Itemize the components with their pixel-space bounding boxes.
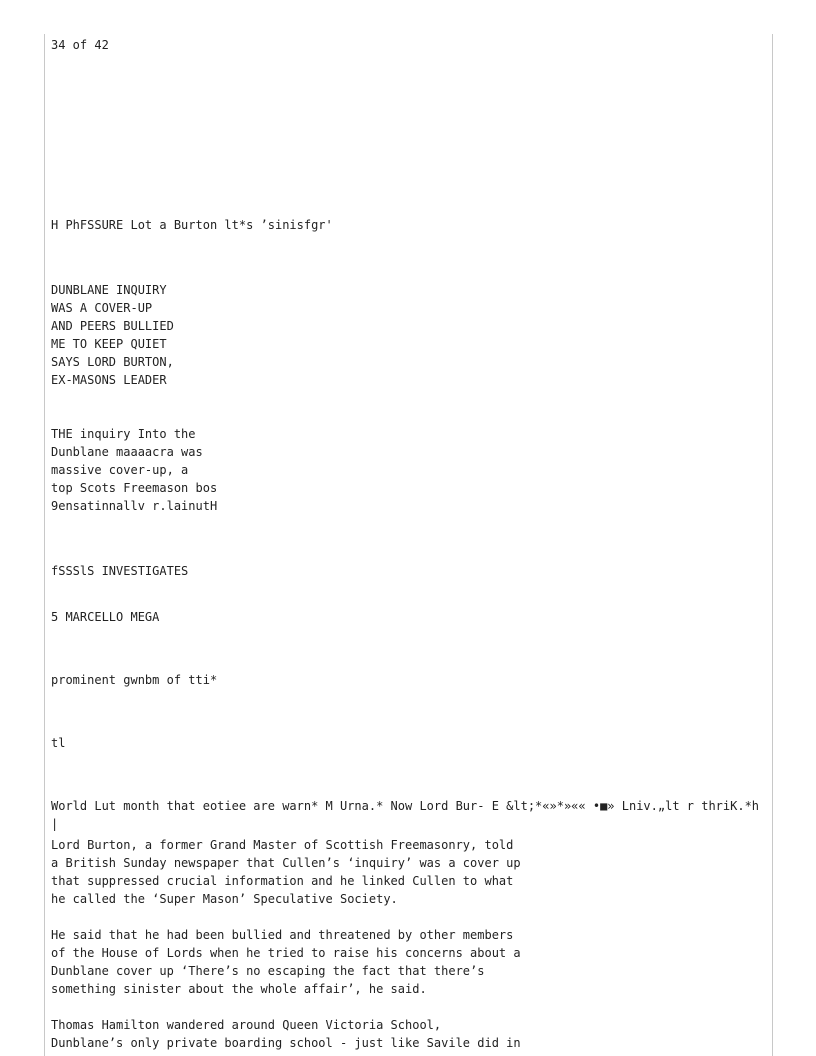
headline-line: DUNBLANE INQUIRY (51, 283, 167, 297)
intro-line: massive cover-up, a (51, 463, 189, 477)
headline-line: SAYS LORD BURTON, (51, 355, 174, 369)
intro-line: 9ensatinnallv r.lainutH (51, 499, 218, 513)
byline: 5 MARCELLO MEGA (51, 610, 160, 624)
text-fragment: prominent gwnbm of tti* (51, 673, 218, 687)
intro-line: top Scots Freemason bos (51, 481, 218, 495)
ocr-garbled-line: World Lut month that eotiee are warn* M Urna.* Now Lord Bur- E &lt;*«»*»«« •■» Lniv.„lt r thriK.*h (51, 799, 760, 813)
body-paragraph: Lord Burton, a former Grand Master of Scottish Freemasonry, told a British Sunday newspaper that Cullen’s ‘inquiry’ was a cover up that suppressed crucial information and he linked Cullen to what he called the ‘Super Mason’ Speculative Society. (51, 838, 521, 906)
intro-line: Dunblane maaaacra was (51, 445, 203, 459)
body-paragraph: Thomas Hamilton wandered around Queen Victoria School, Dunblane’s only private boarding school - just like Savile did in (51, 1018, 521, 1050)
page-counter: 34 of 42 (51, 38, 109, 52)
text-fragment: tl (51, 736, 66, 750)
headline-line: ME TO KEEP QUIET (51, 337, 167, 351)
body-paragraph: He said that he had been bullied and threatened by other members of the House of Lords when he tried to raise his concerns about a Dunblane cover up ‘There’s no escaping the fact that there’s something sinister about the whole affair’, he said. (51, 928, 521, 996)
text-cursor-mark: | (51, 817, 59, 831)
headline-line: EX-MASONS LEADER (51, 373, 167, 387)
section-heading: fSSSlS INVESTIGATES (51, 564, 189, 578)
photo-caption: H PhFSSURE Lot a Burton lt*s ’sinisfgr' (51, 218, 333, 232)
headline-line: WAS A COVER-UP (51, 301, 153, 315)
intro-line: THE inquiry Into the (51, 427, 196, 441)
headline-line: AND PEERS BULLIED (51, 319, 174, 333)
